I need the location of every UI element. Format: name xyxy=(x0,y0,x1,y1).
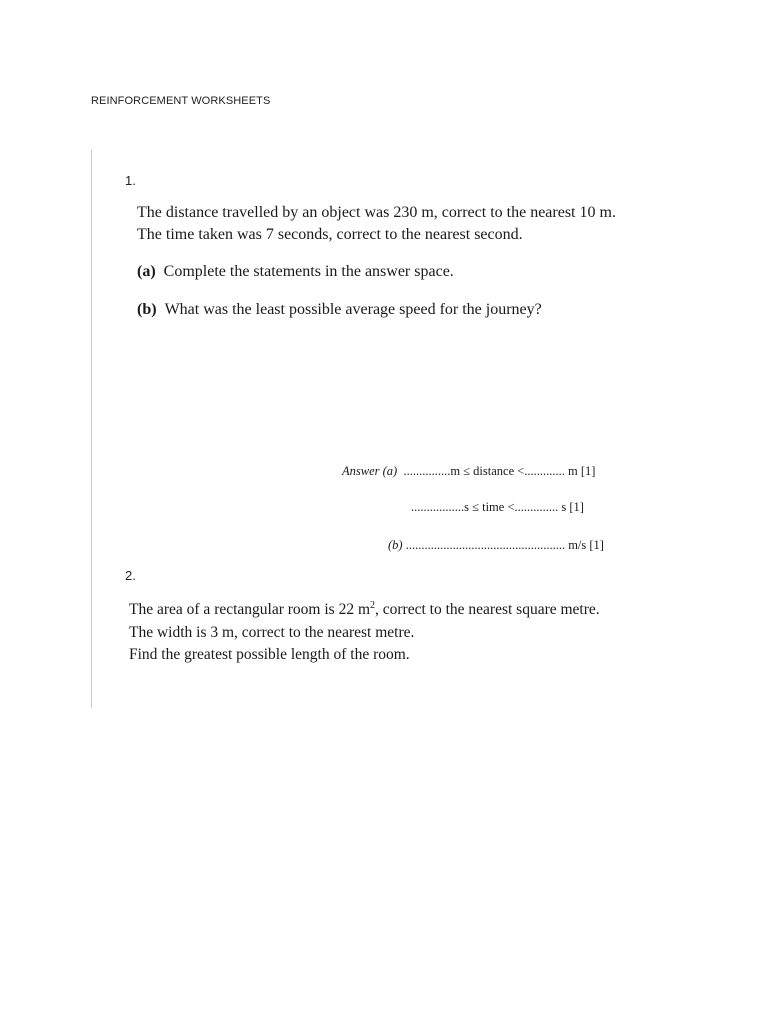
question-1-number: 1. xyxy=(125,173,136,188)
answer-line-a xyxy=(342,464,595,479)
part-a-label: (a) xyxy=(137,263,156,280)
question-1-line-1: The distance travelled by an object was 230 m, correct to the nearest 10 m. xyxy=(137,204,616,221)
part-a-text: Complete the statements in the answer space. xyxy=(163,263,454,280)
squared-superscript: 2 xyxy=(370,599,376,611)
question-2-line-2: The width is 3 m, correct to the nearest metre. xyxy=(129,624,415,641)
speed-statement: ................................................... m/s [1] xyxy=(405,538,604,552)
question-1-line-2: The time taken was 7 seconds, correct to the nearest second. xyxy=(137,226,523,243)
q2-line-1-end: , correct to the nearest square metre. xyxy=(375,601,600,618)
question-1-part-a xyxy=(137,263,454,281)
left-margin-rule xyxy=(91,150,92,708)
question-2-number: 2. xyxy=(125,568,136,583)
question-2-line-1 xyxy=(129,601,600,619)
question-2-line-3: Find the greatest possible length of the room. xyxy=(129,646,410,663)
worksheet-title: REINFORCEMENT WORKSHEETS xyxy=(91,95,271,107)
answer-b-label: (b) xyxy=(388,538,403,552)
answer-a-label: (a) xyxy=(382,464,398,478)
part-b-text: What was the least possible average speed for the journey? xyxy=(164,301,542,318)
question-1-part-b xyxy=(137,301,542,319)
part-b-label: (b) xyxy=(137,301,157,318)
distance-statement: ...............m ≤ distance <............. m [1] xyxy=(403,464,596,478)
answer-word: Answer xyxy=(342,464,380,478)
time-statement: .................s ≤ time <.............. s [1] xyxy=(411,500,584,514)
answer-line-b xyxy=(388,538,604,553)
q2-line-1-start: The area of a rectangular room is 22 m xyxy=(129,601,371,618)
